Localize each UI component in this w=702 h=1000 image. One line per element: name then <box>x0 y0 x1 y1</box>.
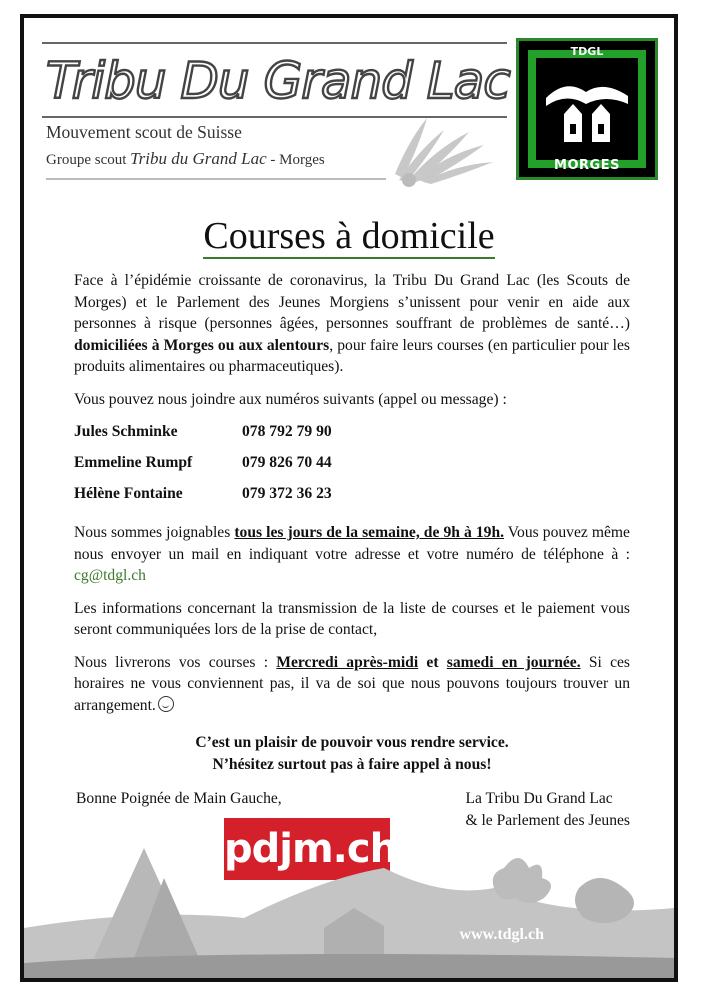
footer-landscape-illustration <box>24 808 674 978</box>
join-paragraph: Vous pouvez nous joindre aux numéros suivants (appel ou message) : <box>74 390 507 408</box>
org-group: Groupe scout Tribu du Grand Lac - Morges <box>46 149 325 168</box>
website-link[interactable]: www.tdgl.ch <box>459 926 544 943</box>
badge-bottom-label: MORGES <box>554 158 620 173</box>
page-title: Courses à domicile <box>203 215 495 257</box>
org-movement: Mouvement scout de Suisse <box>46 122 242 142</box>
delivery-paragraph: Nous livrerons vos courses : Mercredi après-midi et samedi en journée. Si ces horaires ne vous conviennent pas, il va de soi que nous pouvons toujours trouver un arrangement. <box>74 653 630 714</box>
tribu-logo <box>42 42 510 118</box>
page-frame <box>20 14 678 982</box>
signature-right: La Tribu Du Grand Lac & le Parlement des Jeunes <box>465 790 630 829</box>
tdgl-badge <box>516 38 658 180</box>
email-link[interactable]: cg@tdgl.ch <box>74 567 146 584</box>
contact-list <box>74 421 630 514</box>
contact-row: Hélène Fontaine 079 372 36 23 <box>74 485 332 502</box>
feather-headdress-icon <box>389 110 499 188</box>
signature-left: Bonne Poignée de Main Gauche, <box>76 790 282 807</box>
info-paragraph: Les informations concernant la transmission de la liste de courses et le paiement vous seront communiquées lors de la prise de contact, <box>74 599 630 638</box>
wink-smiley-icon <box>158 696 174 712</box>
intro-paragraph: Face à l’épidémie croissante de coronavirus, la Tribu Du Grand Lac (les Scouts de Morges) et le Parlement des Jeunes Morgiens s’unissent pour venir en aide aux personnes à risque (personnes âgées, personnes souffrant de problèmes de santé…) domiciliées à Morges ou aux alentours, pour faire leurs courses (en particulier pour les produits alimentaires ou pharmaceutiques). <box>74 272 630 375</box>
logo-text: Tribu Du Grand Lac <box>46 52 510 110</box>
contact-row: Jules Schminke 078 792 79 90 <box>74 423 332 440</box>
availability-paragraph: Nous sommes joignables tous les jours de la semaine, de 9h à 19h. Vous pouvez même nous envoyer un mail en indiquant votre adresse et votre numéro de téléphone à : cg@tdgl.ch <box>74 524 630 584</box>
pdjm-logo: pdjm.ch <box>224 818 390 880</box>
contact-row: Emmeline Rumpf 079 826 70 44 <box>74 454 332 471</box>
letter-body <box>74 270 630 831</box>
header-divider <box>46 178 386 180</box>
badge-top-label: TDGL <box>570 45 604 58</box>
closing-message: C’est un plaisir de pouvoir vous rendre service. N’hésitez surtout pas à faire appel à nous! <box>195 734 509 773</box>
